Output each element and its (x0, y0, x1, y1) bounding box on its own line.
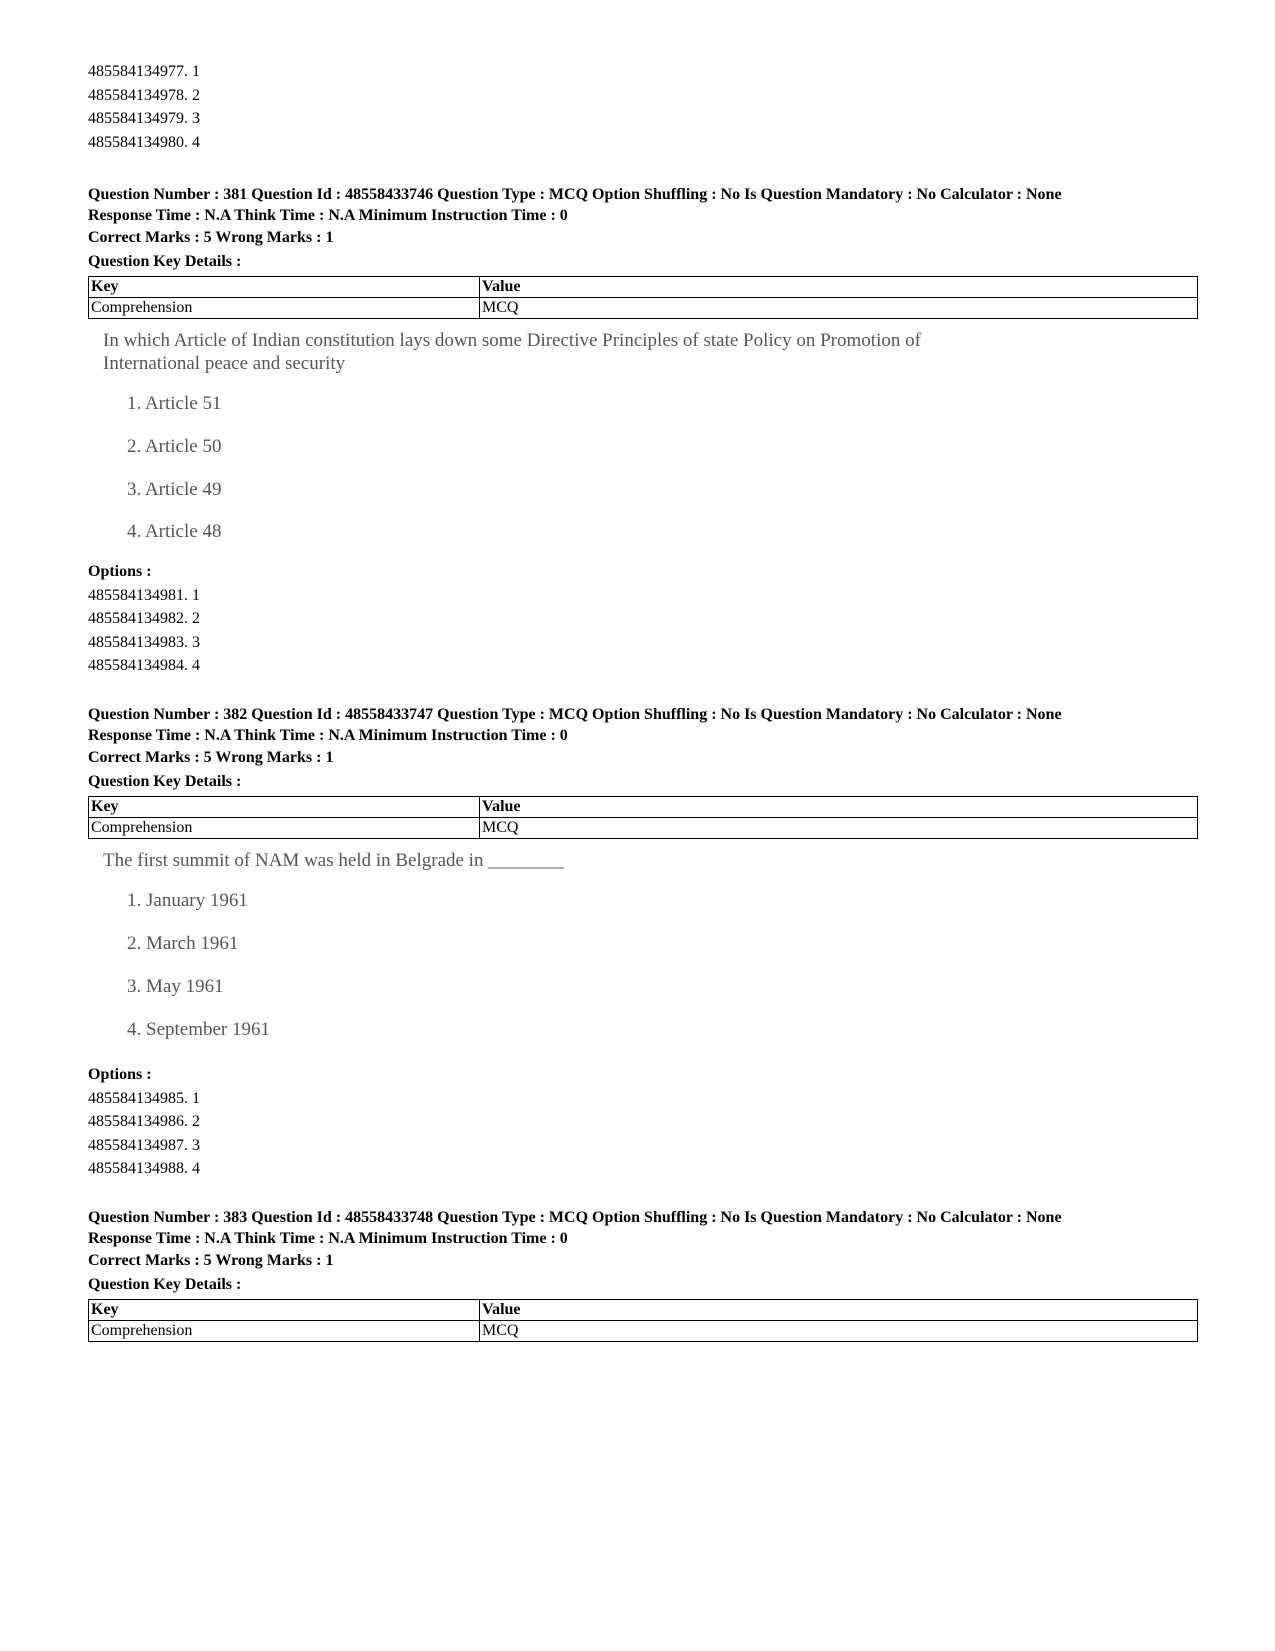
question-382-body (103, 849, 565, 1040)
question-381-body (103, 329, 921, 542)
table-cell-value: MCQ (480, 818, 1198, 839)
option-id: 485584134988. 4 (88, 1160, 200, 1177)
question-header: Question Number : 382 Question Id : 48558433747 Question Type : MCQ Option Shuffling : No Is Question Mandatory : No Calculator : None (88, 706, 1062, 723)
table-cell-value: MCQ (480, 1321, 1198, 1342)
choice-item: 4. Article 48 (127, 521, 222, 542)
option-id: 485584134983. 3 (88, 633, 200, 651)
choice-item: 1. Article 51 (127, 393, 222, 414)
table-head-value: Value (480, 1300, 1198, 1321)
question-marks: Correct Marks : 5 Wrong Marks : 1 (88, 749, 334, 766)
table-head-value: Value (480, 797, 1198, 818)
table-head-value: Value (480, 277, 1198, 298)
choice-item: 3. Article 49 (127, 479, 222, 500)
choice-item: 2. Article 50 (127, 436, 222, 457)
question-marks: Correct Marks : 5 Wrong Marks : 1 (88, 1252, 334, 1269)
question-381-meta (88, 185, 1198, 319)
question-header: Question Number : 383 Question Id : 48558433748 Question Type : MCQ Option Shuffling : No Is Question Mandatory : No Calculator : None (88, 1209, 1062, 1226)
question-marks: Correct Marks : 5 Wrong Marks : 1 (88, 229, 334, 246)
table-row (89, 1321, 1198, 1342)
table-header-row (89, 1300, 1198, 1321)
table-row (89, 298, 1198, 319)
table-head-key: Key (89, 1300, 480, 1321)
key-details-label: Question Key Details : (88, 772, 242, 790)
choice-item: 4. September 1961 (127, 1019, 271, 1040)
table-cell-key: Comprehension (89, 1321, 480, 1342)
table-head-key: Key (89, 797, 480, 818)
table-header-row (89, 277, 1198, 298)
question-text-line: International peace and security (103, 353, 346, 374)
question-timing: Response Time : N.A Think Time : N.A Minimum Instruction Time : 0 (88, 206, 568, 224)
question-text-line: The first summit of NAM was held in Belgrade in ________ (103, 850, 565, 871)
choice-item: 2. March 1961 (127, 933, 239, 954)
option-id: 485584134987. 3 (88, 1136, 200, 1154)
option-id: 485584134982. 2 (88, 610, 200, 627)
choice-item: 3. May 1961 (127, 976, 224, 997)
key-details-table (88, 796, 1198, 839)
table-row (89, 818, 1198, 839)
question-header: Question Number : 381 Question Id : 48558433746 Question Type : MCQ Option Shuffling : No Is Question Mandatory : No Calculator : None (88, 186, 1062, 203)
options-list-382 (88, 1063, 1198, 1181)
options-list-381 (88, 560, 1198, 678)
options-list-380 (88, 60, 1198, 154)
question-382-meta (88, 705, 1198, 839)
question-383-meta (88, 1208, 1198, 1342)
option-id: 485584134986. 2 (88, 1113, 200, 1130)
options-label: Options : (88, 1066, 152, 1083)
key-details-table (88, 1299, 1198, 1342)
option-id: 485584134981. 1 (88, 586, 200, 604)
table-cell-key: Comprehension (89, 818, 480, 839)
option-id: 485584134980. 4 (88, 133, 200, 151)
option-id: 485584134979. 3 (88, 110, 200, 127)
question-text-line: In which Article of Indian constitution lays down some Directive Principles of state Policy on Promotion of (103, 330, 921, 351)
question-timing: Response Time : N.A Think Time : N.A Minimum Instruction Time : 0 (88, 1229, 568, 1247)
choice-item: 1. January 1961 (127, 890, 248, 911)
table-cell-key: Comprehension (89, 298, 480, 319)
option-id: 485584134977. 1 (88, 63, 200, 80)
key-details-label: Question Key Details : (88, 252, 242, 270)
option-id: 485584134984. 4 (88, 657, 200, 674)
table-head-key: Key (89, 277, 480, 298)
table-header-row (89, 797, 1198, 818)
key-details-label: Question Key Details : (88, 1275, 242, 1293)
key-details-table (88, 276, 1198, 319)
question-timing: Response Time : N.A Think Time : N.A Minimum Instruction Time : 0 (88, 726, 568, 744)
option-id: 485584134978. 2 (88, 86, 200, 104)
table-cell-value: MCQ (480, 298, 1198, 319)
option-id: 485584134985. 1 (88, 1089, 200, 1107)
options-label: Options : (88, 563, 152, 580)
